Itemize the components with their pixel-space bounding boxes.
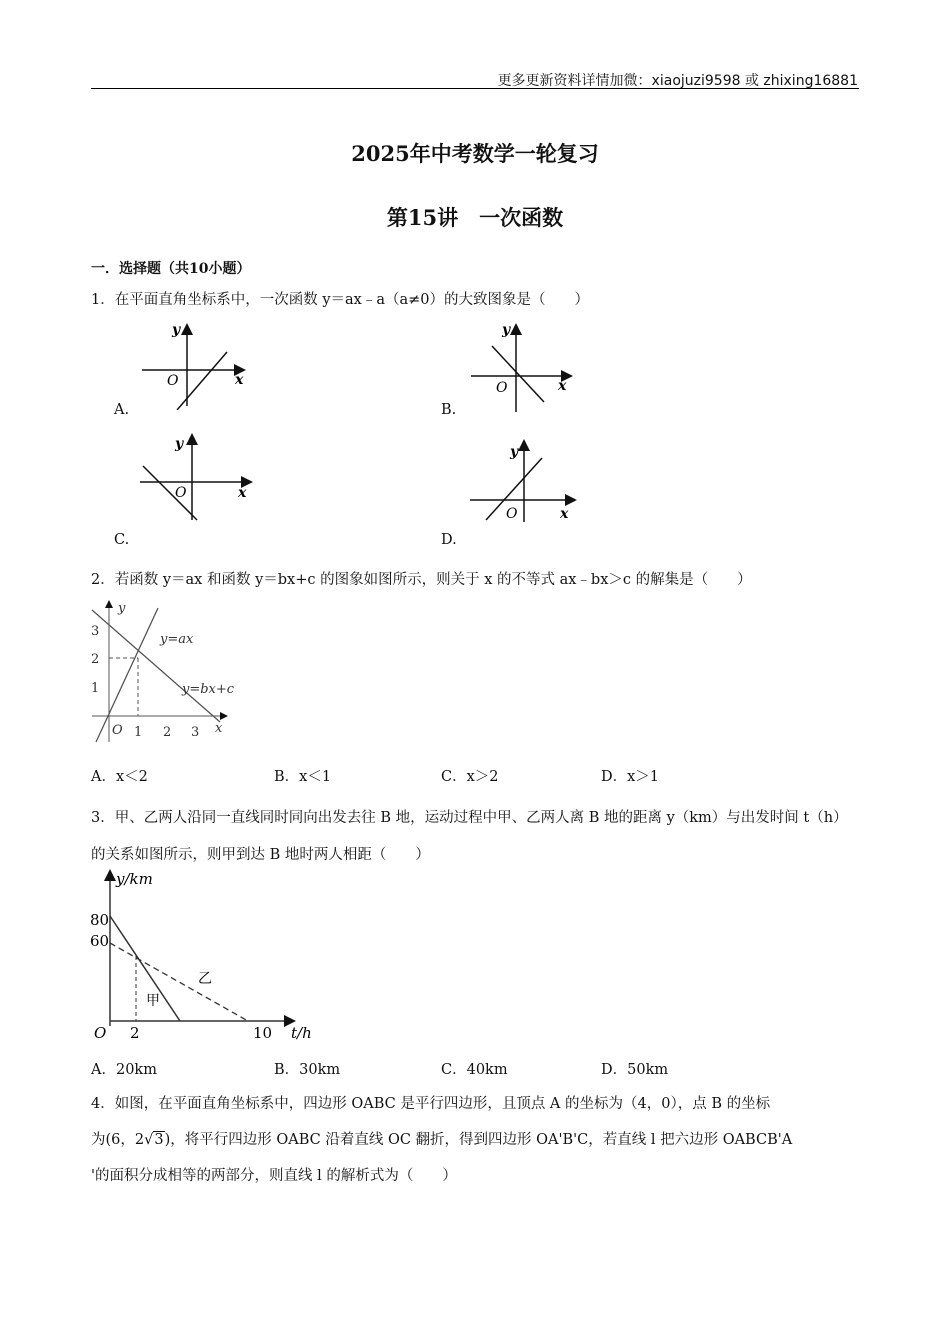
label-y-ax: y=ax	[160, 632, 194, 647]
q1-option-c[interactable]: C.	[114, 532, 130, 548]
y-tick-2: 2	[91, 652, 100, 667]
x-tick-2: 2	[163, 725, 172, 740]
origin-label: O	[94, 1024, 107, 1042]
y-tick-60: 60	[90, 932, 110, 950]
label-jia: 甲	[146, 993, 160, 1009]
function-line	[143, 466, 197, 520]
x-tick-1: 1	[134, 725, 143, 740]
y-label: y	[510, 444, 519, 460]
section-heading: 一．选择题（共10小题）	[91, 261, 251, 277]
sqrt-value: 3	[154, 1132, 164, 1148]
q2-option-a[interactable]: A．x＜2	[91, 769, 148, 785]
q4-line3: '的面积分成相等的两部分，则直线 l 的解析式为（ ）	[91, 1168, 457, 1184]
line-yi	[110, 943, 248, 1021]
label-y-bx-c: y=bx+c	[182, 682, 235, 697]
origin-label: O	[506, 506, 518, 522]
q1-graph-c	[135, 430, 260, 524]
sqrt-symbol: √	[144, 1132, 154, 1148]
q3-graph	[88, 866, 338, 1046]
q4-line2-post: )，将平行四边形 OABC 沿着直线 OC 翻折，得到四边形 OA'B'C，若直线 l 把六边形 OABCB'A	[164, 1132, 793, 1148]
q4-line2-pre: 为(6，2	[91, 1132, 145, 1148]
y-tick-80: 80	[90, 911, 110, 929]
q2-graph	[88, 596, 238, 744]
origin-label: O	[496, 380, 508, 396]
x-tick-2: 2	[130, 1024, 140, 1042]
q1-option-b[interactable]: B.	[441, 402, 457, 418]
x-label: x	[235, 372, 244, 388]
x-label: x	[238, 485, 247, 501]
main-title: 2025年中考数学一轮复习	[351, 141, 599, 166]
q1-graph-d	[462, 438, 582, 524]
q4-line2	[91, 1130, 861, 1150]
header-note: 更多更新资料详情加微：xiaojuzi9598 或 zhixing16881	[497, 73, 858, 89]
x-label: t/h	[291, 1024, 312, 1042]
q4-line1: 4．如图，在平面直角坐标系中，四边形 OABC 是平行四边形，且顶点 A 的坐标为（4，0），点 B 的坐标	[91, 1096, 771, 1112]
q1-option-d[interactable]: D.	[441, 532, 457, 548]
header-rule	[91, 88, 859, 89]
label-yi: 乙	[198, 971, 212, 987]
x-tick-3: 3	[191, 725, 200, 740]
origin-label: O	[112, 723, 123, 738]
q3-option-a[interactable]: A．20km	[91, 1062, 157, 1078]
line-y-ax	[96, 608, 158, 742]
q2-option-c[interactable]: C．x＞2	[441, 769, 499, 785]
q2-option-b[interactable]: B．x＜1	[274, 769, 332, 785]
function-line	[177, 352, 227, 410]
y-tick-3: 3	[91, 624, 100, 639]
x-tick-10: 10	[253, 1024, 273, 1042]
y-label: y/km	[116, 870, 153, 888]
q2-option-d[interactable]: D．x＞1	[601, 769, 660, 785]
q3-option-b[interactable]: B．30km	[274, 1062, 341, 1078]
line-jia	[110, 916, 180, 1021]
lecture-title: 第15讲 一次函数	[386, 205, 564, 230]
line-y-bx-c	[92, 610, 220, 722]
y-label: y	[502, 322, 511, 338]
origin-label: O	[167, 373, 179, 389]
y-label: y	[172, 322, 181, 338]
q3-option-d[interactable]: D．50km	[601, 1062, 669, 1078]
y-label: y	[118, 601, 126, 616]
y-tick-1: 1	[91, 681, 100, 696]
q2-stem: 2．若函数 y＝ax 和函数 y＝bx+c 的图象如图所示，则关于 x 的不等式 ax﹣bx＞c 的解集是（ ）	[91, 572, 752, 588]
q3-stem: 3．甲、乙两人沿同一直线同时同向出发去往 B 地，运动过程中甲、乙两人离 B 地的距离 y（km）与出发时间 t（h）的关系如图所示，则甲到达 B 地时两人相距（ ）	[91, 810, 848, 863]
q1-option-a[interactable]: A.	[114, 402, 130, 418]
q3-option-c[interactable]: C．40km	[441, 1062, 508, 1078]
q1-stem: 1．在平面直角坐标系中，一次函数 y＝ax﹣a（a≠0）的大致图象是（ ）	[91, 292, 590, 308]
q1-graph-a	[135, 318, 255, 410]
origin-label: O	[175, 485, 187, 501]
x-label: x	[215, 721, 223, 736]
y-label: y	[175, 436, 184, 452]
x-label: x	[558, 378, 567, 394]
q1-graph-b	[462, 318, 582, 414]
x-label: x	[560, 506, 569, 522]
